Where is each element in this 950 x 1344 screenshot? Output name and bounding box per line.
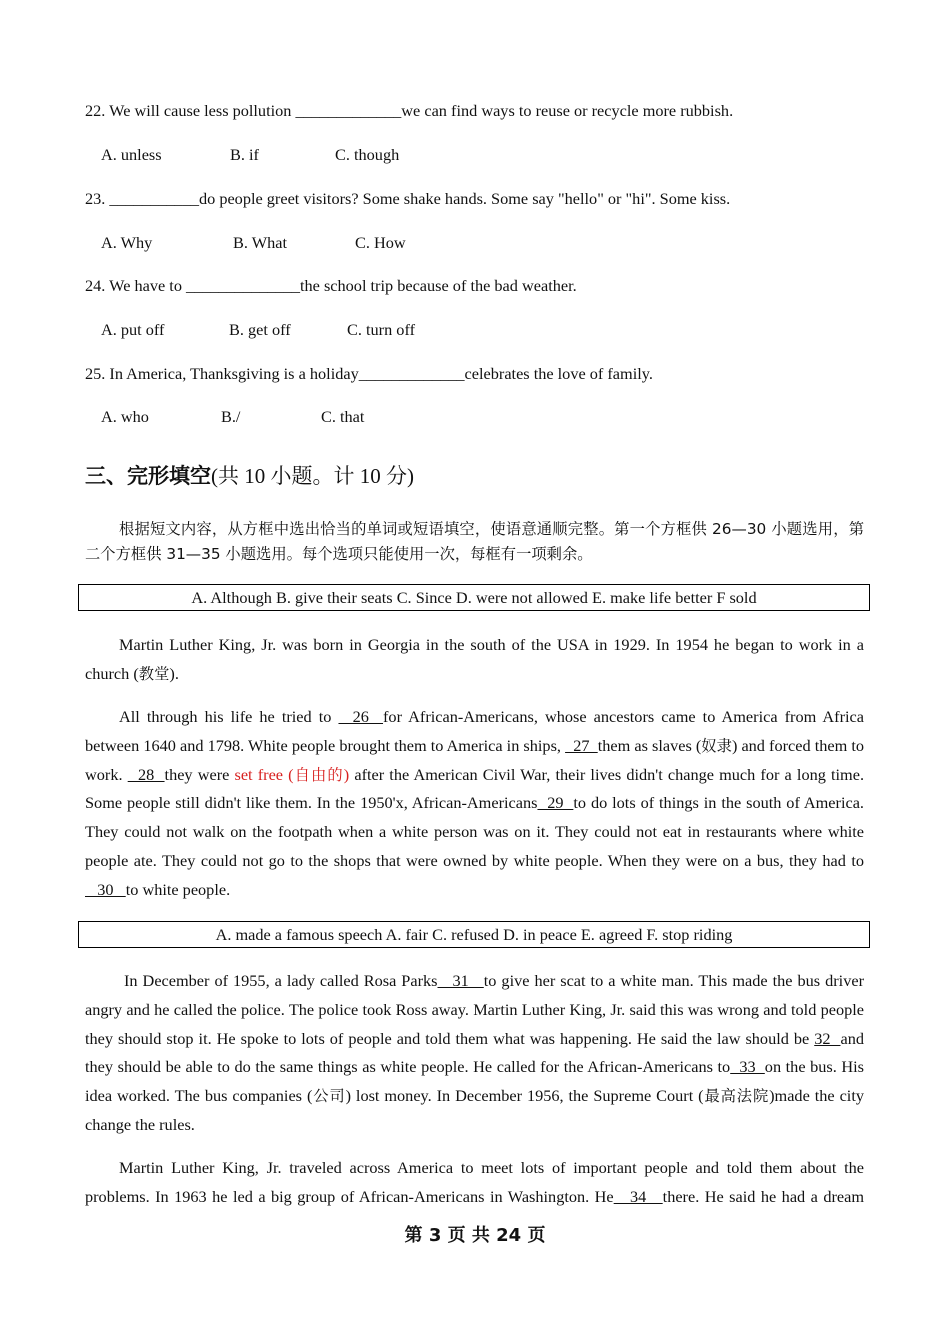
text: to do lots of things in the south of America. They could not walk on the footpath when a white person was on it. They could not eat in restaurants where white people ate. They could not go to the shops that were owned by white people. When they were on a bus, they had to (85, 793, 864, 870)
question-24-options (101, 320, 415, 340)
option: B. if (230, 145, 259, 164)
passage-paragraph-1 (85, 631, 864, 689)
question-22-options (101, 145, 399, 165)
question-22-stem: 22. We will cause less pollution _____________we can find ways to reuse or recycle more rubbish. (85, 101, 734, 120)
text: to give her scat to a white man. This made the bus driver angry and he called the police. The police took Ross away. Martin Luther King, Jr. said this was wrong and told people they should stop it. He spoke to lots of people and told them what was happening. He said the law should be (85, 971, 864, 1048)
blank-31: 31 (437, 971, 484, 990)
blank-33: 33 (730, 1057, 765, 1077)
question-23-options (101, 233, 406, 253)
text: after the American Civil War, their lives didn't change much for a long time. Some people still didn't like them. In the 1950'x, African-Americans (85, 764, 865, 813)
chinese-gloss: 教堂 (138, 664, 170, 683)
text: they were (164, 764, 235, 784)
passage-paragraph-3 (85, 967, 864, 1140)
option: C. though (335, 145, 400, 164)
question-24-stem: 24. We have to ______________the school trip because of the bad weather. (85, 276, 577, 295)
section-title-rest: (共 10 小题。计 10 分) (211, 464, 414, 488)
text: there. He said he had a dream (662, 1186, 865, 1206)
chinese-gloss: 公司 (312, 1087, 346, 1106)
option: A. Why (101, 233, 153, 252)
text: ). (169, 663, 179, 683)
blank-26: 26 (338, 707, 384, 726)
text: ) lost money. In December 1956, the Supreme Court ( (345, 1086, 704, 1106)
text: for African-Americans, whose ancestors came to America from Africa between 1640 and 1798. White people brought them to America in ships, (85, 707, 865, 755)
blank-34: 34 (613, 1186, 663, 1206)
text: Martin Luther King, Jr. was born in Georgia in the south of the USA in 1929. In 1954 he began to work in a church ( (85, 635, 864, 683)
blank-32: 32 (814, 1028, 841, 1048)
text: and they should be able to do the same things as white people. He called for the African-Americans to (85, 1028, 864, 1077)
text: them as slaves ( (597, 735, 702, 755)
chinese-gloss: 最高法院 (703, 1087, 770, 1106)
passage-paragraph-4 (85, 1154, 864, 1212)
question-25-stem: 25. In America, Thanksgiving is a holiday_____________celebrates the love of family. (85, 364, 653, 383)
instruction: 根据短文内容，从方框中选出恰当的单词或短语填空，使语意通顺完整。第一个方框供 26—30 小题选用，第二个方框供 31—35 小题选用。每个选项只能使用一次，每框有一项剩余。 (85, 520, 864, 563)
text: to white people. (125, 879, 231, 899)
text: In December of 1955, a lady called Rosa Parks (119, 971, 438, 990)
text: )made the city change the rules. (85, 1086, 864, 1134)
option: A. put off (101, 320, 165, 339)
option: A. unless (101, 145, 162, 164)
question-23-stem: 23. ___________do people greet visitors? Some shake hands. Some say "hello" or "hi". Some kiss. (85, 189, 731, 208)
text: on the bus. His idea worked. The bus companies ( (85, 1057, 865, 1106)
option: C. How (355, 233, 406, 252)
option: A. who (101, 407, 149, 426)
option: B./ (221, 407, 241, 426)
page-footer: 第 3 页 共 24 页 (404, 1225, 546, 1246)
blank-29: 29 (537, 793, 574, 813)
highlighted-text: set free ( (234, 764, 294, 784)
blank-30: 30 (85, 879, 126, 899)
passage-paragraph-2 (85, 703, 864, 905)
highlighted-chinese-gloss: 自由的 (293, 765, 344, 784)
section-title (85, 460, 414, 490)
word-box-2: A. made a famous speech A. fair C. refused D. in peace E. agreed F. stop riding (78, 921, 870, 948)
option: C. that (321, 407, 365, 426)
blank-27: 27 (565, 735, 598, 755)
option: B. What (233, 233, 287, 252)
word-box-1: A. Although B. give their seats C. Since D. were not allowed E. make life better F sold (78, 584, 870, 611)
text: Martin Luther King, Jr. traveled across America to meet lots of important people and told them about the problems. In 1963 he led a big group of African-Americans in Washington. He (85, 1158, 864, 1206)
option: C. turn off (347, 320, 415, 339)
section-title-bold: 三、完形填空 (85, 464, 211, 488)
blank-28: 28 (127, 764, 165, 784)
chinese-gloss: 奴隶 (701, 736, 732, 755)
text: All through his life he tried to (119, 707, 339, 726)
question-25-options (101, 407, 364, 427)
option: B. get off (229, 320, 291, 339)
text: ) and forced them to work. (85, 735, 864, 784)
highlighted-text-end: ) (343, 764, 350, 784)
